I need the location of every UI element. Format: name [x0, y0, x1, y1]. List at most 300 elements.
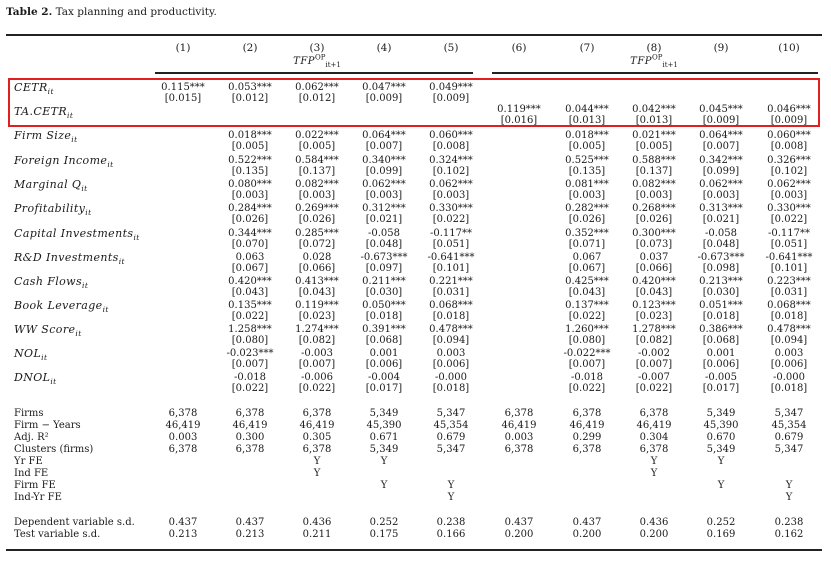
table-title: Tax planning and productivity. [55, 6, 217, 18]
stat-value: 5,347 [436, 408, 466, 419]
std-error-cell: [0.030] [702, 287, 740, 298]
variable-label [14, 252, 125, 267]
stat-value: Y [650, 468, 658, 479]
std-error-cell: [0.043] [635, 287, 673, 298]
coefficient-cell: 0.062*** [767, 179, 811, 190]
coefficient-cell: 0.300*** [632, 228, 676, 239]
stat-label: Yr FE [14, 456, 43, 467]
stat-value: 45,390 [703, 420, 739, 431]
std-error-cell: [0.022] [770, 214, 808, 225]
variable-label [14, 300, 109, 315]
std-error-cell: [0.098] [702, 263, 740, 274]
stat-label: Firm − Years [14, 420, 81, 431]
std-error-cell: [0.102] [770, 166, 808, 177]
variable-name: Firm Size [14, 129, 72, 142]
stat-value: 0.200 [572, 529, 602, 540]
coefficient-cell: 0.064*** [699, 130, 743, 141]
stat-value: 6,378 [639, 444, 669, 455]
stat-value: 6,378 [302, 444, 332, 455]
stat-value: 46,419 [299, 420, 335, 431]
coefficient-cell: 0.119*** [295, 300, 339, 311]
stat-value: 0.166 [436, 529, 466, 540]
std-error-cell: [0.067] [231, 263, 269, 274]
std-error-cell: [0.006] [365, 359, 403, 370]
std-error-cell: [0.017] [365, 383, 403, 394]
coefficient-cell: 0.119*** [497, 104, 541, 115]
variable-subscript: it [41, 353, 48, 363]
column-header: (5) [443, 42, 459, 54]
stat-value: 6,378 [302, 408, 332, 419]
stat-value: 5,349 [706, 408, 736, 419]
coefficient-cell: -0.641*** [427, 252, 475, 263]
std-error-cell: [0.009] [432, 93, 470, 104]
variable-subscript: it [107, 160, 114, 170]
coefficient-cell: -0.007 [637, 372, 671, 383]
coefficient-cell: -0.006 [300, 372, 334, 383]
stat-value: 0.437 [235, 517, 265, 528]
variable-name: Foreign Income [14, 154, 108, 167]
column-header: (2) [242, 42, 258, 54]
std-error-cell: [0.009] [365, 93, 403, 104]
dependent-variable-header: $TFP^{OP}_{it+1}$ [630, 54, 678, 70]
coefficient-cell: 0.062*** [699, 179, 743, 190]
variable-name: DNOL [14, 371, 51, 384]
coefficient-cell: 0.046*** [767, 104, 811, 115]
coefficient-cell: 0.082*** [632, 179, 676, 190]
std-error-cell: [0.018] [702, 311, 740, 322]
std-error-cell: [0.022] [231, 311, 269, 322]
coefficient-cell: 0.326*** [767, 155, 811, 166]
std-error-cell: [0.051] [770, 239, 808, 250]
coefficient-cell: 0.478*** [767, 324, 811, 335]
std-error-cell: [0.008] [770, 141, 808, 152]
coefficient-cell: 0.047*** [362, 82, 406, 93]
std-error-cell: [0.023] [635, 311, 673, 322]
variable-label [14, 348, 47, 363]
std-error-cell: [0.101] [432, 263, 470, 274]
coefficient-cell: 0.018*** [565, 130, 609, 141]
coefficient-cell: 0.330*** [429, 203, 473, 214]
coefficient-cell: 0.045*** [699, 104, 743, 115]
std-error-cell: [0.007] [231, 359, 269, 370]
std-error-cell: [0.026] [635, 214, 673, 225]
stat-label: Test variable s.d. [14, 529, 101, 540]
stat-label: Clusters (firms) [14, 444, 94, 455]
stat-value: 5,347 [436, 444, 466, 455]
std-error-cell: [0.068] [365, 335, 403, 346]
stat-value: 6,378 [572, 408, 602, 419]
variable-subscript: it [102, 305, 109, 315]
stat-value: 6,378 [572, 444, 602, 455]
dependent-variable-header: $TFP^{OP}_{it+1}$ [293, 54, 341, 70]
stat-value: 0.670 [706, 432, 736, 443]
coefficient-cell: 0.001 [706, 348, 736, 359]
bottom-rule [6, 549, 822, 551]
stat-label: Adj. R² [14, 432, 49, 443]
std-error-cell: [0.026] [231, 214, 269, 225]
variable-name: Book Leverage [14, 299, 103, 312]
std-error-cell: [0.101] [770, 263, 808, 274]
std-error-cell: [0.068] [702, 335, 740, 346]
coefficient-cell: 0.588*** [632, 155, 676, 166]
coefficient-cell: 0.223*** [767, 276, 811, 287]
coefficient-cell: 0.062*** [295, 82, 339, 93]
std-error-cell: [0.003] [231, 190, 269, 201]
coefficient-cell: 0.211*** [362, 276, 406, 287]
column-header [293, 43, 341, 70]
variable-subscript: it [50, 377, 57, 387]
coefficient-cell: 0.420*** [632, 276, 676, 287]
coefficient-cell: 0.068*** [429, 300, 473, 311]
coefficient-cell: 0.221*** [429, 276, 473, 287]
column-header [630, 43, 678, 70]
std-error-cell: [0.066] [298, 263, 336, 274]
std-error-cell: [0.015] [164, 93, 202, 104]
coefficient-cell: 1.258*** [228, 324, 272, 335]
coefficient-cell: 0.001 [369, 348, 399, 359]
variable-name: Profitability [14, 202, 86, 215]
coefficient-cell: -0.117** [767, 228, 811, 239]
coefficient-cell: 0.284*** [228, 203, 272, 214]
coefficient-cell: 0.420*** [228, 276, 272, 287]
coefficient-cell: 0.062*** [362, 179, 406, 190]
std-error-cell: [0.003] [365, 190, 403, 201]
variable-name: Capital Investments [14, 227, 134, 240]
std-error-cell: [0.067] [568, 263, 606, 274]
coefficient-cell: -0.000 [434, 372, 468, 383]
std-error-cell: [0.030] [365, 287, 403, 298]
variable-label [14, 130, 78, 145]
stat-value: Y [313, 456, 321, 467]
std-error-cell: [0.017] [702, 383, 740, 394]
std-error-cell: [0.005] [568, 141, 606, 152]
stat-value: 0.169 [706, 529, 736, 540]
stat-label: Ind FE [14, 468, 49, 479]
std-error-cell: [0.018] [770, 383, 808, 394]
stat-value: Y [785, 492, 793, 503]
coefficient-cell: 0.269*** [295, 203, 339, 214]
std-error-cell: [0.006] [702, 359, 740, 370]
variable-label [14, 203, 92, 218]
std-error-cell: [0.006] [432, 359, 470, 370]
stat-value: 46,419 [636, 420, 672, 431]
column-header: (10) [778, 42, 800, 54]
std-error-cell: [0.005] [231, 141, 269, 152]
coefficient-cell: 0.037 [639, 252, 669, 263]
coefficient-cell: 0.342*** [699, 155, 743, 166]
stat-value: 46,419 [232, 420, 268, 431]
std-error-cell: [0.070] [231, 239, 269, 250]
variable-label [14, 276, 88, 291]
variable-subscript: it [67, 111, 74, 121]
column-header: (6) [511, 42, 527, 54]
variable-name: TA.CETR [14, 105, 68, 118]
std-error-cell: [0.018] [432, 383, 470, 394]
std-error-cell: [0.016] [500, 115, 538, 126]
stat-value: Y [447, 480, 455, 491]
coefficient-cell: 0.386*** [699, 324, 743, 335]
stat-value: 0.211 [302, 529, 332, 540]
variable-subscript: it [85, 208, 92, 218]
std-error-cell: [0.013] [635, 115, 673, 126]
stat-value: 6,378 [168, 408, 198, 419]
std-error-cell: [0.003] [298, 190, 336, 201]
variable-subscript: it [47, 87, 54, 97]
stat-value: 0.679 [774, 432, 804, 443]
variable-subscript: it [118, 257, 125, 267]
std-error-cell: [0.003] [568, 190, 606, 201]
std-error-cell: [0.003] [432, 190, 470, 201]
coefficient-cell: 0.044*** [565, 104, 609, 115]
coefficient-cell: 0.080*** [228, 179, 272, 190]
coefficient-cell: 0.330*** [767, 203, 811, 214]
stat-value: Y [717, 480, 725, 491]
stat-value: 0.437 [504, 517, 534, 528]
coefficient-cell: -0.004 [367, 372, 401, 383]
stat-value: 0.162 [774, 529, 804, 540]
column-number: (3) [309, 42, 325, 54]
coefficient-cell: 0.028 [302, 252, 332, 263]
coefficient-cell: 0.022*** [295, 130, 339, 141]
stat-value: 5,347 [774, 408, 804, 419]
column-number: (8) [646, 42, 662, 54]
stat-value: 6,378 [504, 444, 534, 455]
std-error-cell: [0.007] [568, 359, 606, 370]
stat-value: 0.679 [436, 432, 466, 443]
std-error-cell: [0.073] [635, 239, 673, 250]
stat-value: 6,378 [639, 408, 669, 419]
coefficient-cell: 0.062*** [429, 179, 473, 190]
coefficient-cell: 0.003 [774, 348, 804, 359]
coefficient-cell: 0.522*** [228, 155, 272, 166]
coefficient-cell: -0.000 [772, 372, 806, 383]
std-error-cell: [0.082] [298, 335, 336, 346]
std-error-cell: [0.043] [568, 287, 606, 298]
variable-label [14, 228, 140, 243]
stat-value: 0.200 [504, 529, 534, 540]
variable-subscript: it [71, 135, 78, 145]
std-error-cell: [0.022] [635, 383, 673, 394]
std-error-cell: [0.026] [298, 214, 336, 225]
stat-value: 0.252 [706, 517, 736, 528]
std-error-cell: [0.048] [365, 239, 403, 250]
coefficient-cell: 0.525*** [565, 155, 609, 166]
std-error-cell: [0.082] [635, 335, 673, 346]
stat-value: 46,419 [165, 420, 201, 431]
std-error-cell: [0.031] [432, 287, 470, 298]
variable-subscript: it [82, 281, 89, 291]
stat-value: 45,354 [771, 420, 807, 431]
coefficient-cell: 1.260*** [565, 324, 609, 335]
top-rule [6, 34, 822, 36]
std-error-cell: [0.003] [635, 190, 673, 201]
std-error-cell: [0.012] [231, 93, 269, 104]
stat-value: Y [380, 456, 388, 467]
std-error-cell: [0.018] [770, 311, 808, 322]
std-error-cell: [0.066] [635, 263, 673, 274]
std-error-cell: [0.007] [635, 359, 673, 370]
std-error-cell: [0.026] [568, 214, 606, 225]
stat-value: 0.213 [168, 529, 198, 540]
stat-value: 0.304 [639, 432, 669, 443]
coefficient-cell: -0.673*** [360, 252, 408, 263]
stat-value: Y [717, 456, 725, 467]
coefficient-cell: -0.117** [429, 228, 473, 239]
variable-label [14, 324, 82, 339]
variable-name: WW Score [14, 323, 76, 336]
stat-value: 6,378 [235, 408, 265, 419]
stat-value: 0.213 [235, 529, 265, 540]
stat-value: 6,378 [235, 444, 265, 455]
stat-value: 5,349 [706, 444, 736, 455]
std-error-cell: [0.003] [770, 190, 808, 201]
std-error-cell: [0.135] [568, 166, 606, 177]
coefficient-cell: 0.344*** [228, 228, 272, 239]
coefficient-cell: 0.050*** [362, 300, 406, 311]
coefficient-cell: 0.123*** [632, 300, 676, 311]
coefficient-cell: -0.022*** [563, 348, 611, 359]
std-error-cell: [0.099] [365, 166, 403, 177]
stat-value: Y [313, 468, 321, 479]
std-error-cell: [0.022] [568, 383, 606, 394]
coefficient-cell: 0.413*** [295, 276, 339, 287]
std-error-cell: [0.009] [702, 115, 740, 126]
coefficient-cell: 1.274*** [295, 324, 339, 335]
coefficient-cell: 0.067 [572, 252, 602, 263]
coefficient-cell: 0.135*** [228, 300, 272, 311]
std-error-cell: [0.135] [231, 166, 269, 177]
coefficient-cell: 0.137*** [565, 300, 609, 311]
variable-name: Cash Flows [14, 275, 83, 288]
coefficient-cell: -0.673*** [697, 252, 745, 263]
coefficient-cell: 0.213*** [699, 276, 743, 287]
stat-value: 6,378 [168, 444, 198, 455]
std-error-cell: [0.094] [770, 335, 808, 346]
coefficient-cell: 0.063 [235, 252, 265, 263]
std-error-cell: [0.021] [702, 214, 740, 225]
std-error-cell: [0.080] [568, 335, 606, 346]
coefficient-cell: 0.313*** [699, 203, 743, 214]
stat-value: 0.238 [436, 517, 466, 528]
stat-value: 0.299 [572, 432, 602, 443]
stat-value: 0.436 [639, 517, 669, 528]
column-header: (4) [376, 42, 392, 54]
std-error-cell: [0.048] [702, 239, 740, 250]
coefficient-cell: 0.312*** [362, 203, 406, 214]
coefficient-cell: 0.391*** [362, 324, 406, 335]
stat-value: 0.437 [168, 517, 198, 528]
column-header: (7) [579, 42, 595, 54]
column-header: (1) [175, 42, 191, 54]
std-error-cell: [0.031] [770, 287, 808, 298]
stat-value: 45,354 [433, 420, 469, 431]
std-error-cell: [0.007] [298, 359, 336, 370]
coefficient-cell: -0.002 [637, 348, 671, 359]
stat-value: 0.238 [774, 517, 804, 528]
coefficient-cell: 0.082*** [295, 179, 339, 190]
coefficient-cell: -0.058 [367, 228, 401, 239]
std-error-cell: [0.022] [231, 383, 269, 394]
stat-value: 0.300 [235, 432, 265, 443]
stat-label: Firms [14, 408, 44, 419]
std-error-cell: [0.137] [298, 166, 336, 177]
coefficient-cell: 0.064*** [362, 130, 406, 141]
coefficient-cell: 0.115*** [161, 82, 205, 93]
std-error-cell: [0.072] [298, 239, 336, 250]
stat-value: Y [650, 456, 658, 467]
stat-value: 46,419 [501, 420, 537, 431]
std-error-cell: [0.009] [770, 115, 808, 126]
table-caption [6, 6, 217, 18]
stat-label: Firm FE [14, 480, 56, 491]
stat-value: 5,347 [774, 444, 804, 455]
coefficient-cell: 0.478*** [429, 324, 473, 335]
std-error-cell: [0.094] [432, 335, 470, 346]
coefficient-cell: 0.584*** [295, 155, 339, 166]
coefficient-cell: 0.053*** [228, 82, 272, 93]
std-error-cell: [0.022] [568, 311, 606, 322]
std-error-cell: [0.006] [770, 359, 808, 370]
stat-value: 0.436 [302, 517, 332, 528]
std-error-cell: [0.003] [702, 190, 740, 201]
variable-subscript: it [75, 329, 82, 339]
coefficient-cell: 0.068*** [767, 300, 811, 311]
stat-label: Ind-Yr FE [14, 492, 62, 503]
coefficient-cell: 0.051*** [699, 300, 743, 311]
variable-subscript: it [133, 233, 140, 243]
stat-value: Y [785, 480, 793, 491]
variable-name: Marginal Q [14, 178, 82, 191]
std-error-cell: [0.051] [432, 239, 470, 250]
std-error-cell: [0.099] [702, 166, 740, 177]
coefficient-cell: -0.018 [570, 372, 604, 383]
stat-value: 0.305 [302, 432, 332, 443]
coefficient-cell: 0.425*** [565, 276, 609, 287]
stat-value: 0.437 [572, 517, 602, 528]
std-error-cell: [0.012] [298, 93, 336, 104]
stat-value: 46,419 [569, 420, 605, 431]
coefficient-cell: -0.023*** [226, 348, 274, 359]
std-error-cell: [0.007] [365, 141, 403, 152]
coefficient-cell: 0.081*** [565, 179, 609, 190]
std-error-cell: [0.005] [298, 141, 336, 152]
std-error-cell: [0.023] [298, 311, 336, 322]
std-error-cell: [0.097] [365, 263, 403, 274]
coefficient-cell: 0.285*** [295, 228, 339, 239]
std-error-cell: [0.021] [365, 214, 403, 225]
coefficient-cell: 0.021*** [632, 130, 676, 141]
coefficient-cell: 0.003 [436, 348, 466, 359]
coefficient-cell: -0.641*** [765, 252, 813, 263]
std-error-cell: [0.008] [432, 141, 470, 152]
variable-name: R&D Investments [14, 251, 119, 264]
std-error-cell: [0.043] [231, 287, 269, 298]
stat-value: 5,349 [369, 408, 399, 419]
coefficient-cell: 0.324*** [429, 155, 473, 166]
coefficient-cell: -0.003 [300, 348, 334, 359]
variable-label [14, 155, 114, 170]
column-header: (9) [713, 42, 729, 54]
coefficient-cell: 0.018*** [228, 130, 272, 141]
stat-value: 0.252 [369, 517, 399, 528]
coefficient-cell: 0.042*** [632, 104, 676, 115]
std-error-cell: [0.043] [298, 287, 336, 298]
coefficient-cell: 0.060*** [767, 130, 811, 141]
variable-name: NOL [14, 347, 42, 360]
coefficient-cell: 0.282*** [565, 203, 609, 214]
stat-value: 45,390 [366, 420, 402, 431]
std-error-cell: [0.080] [231, 335, 269, 346]
